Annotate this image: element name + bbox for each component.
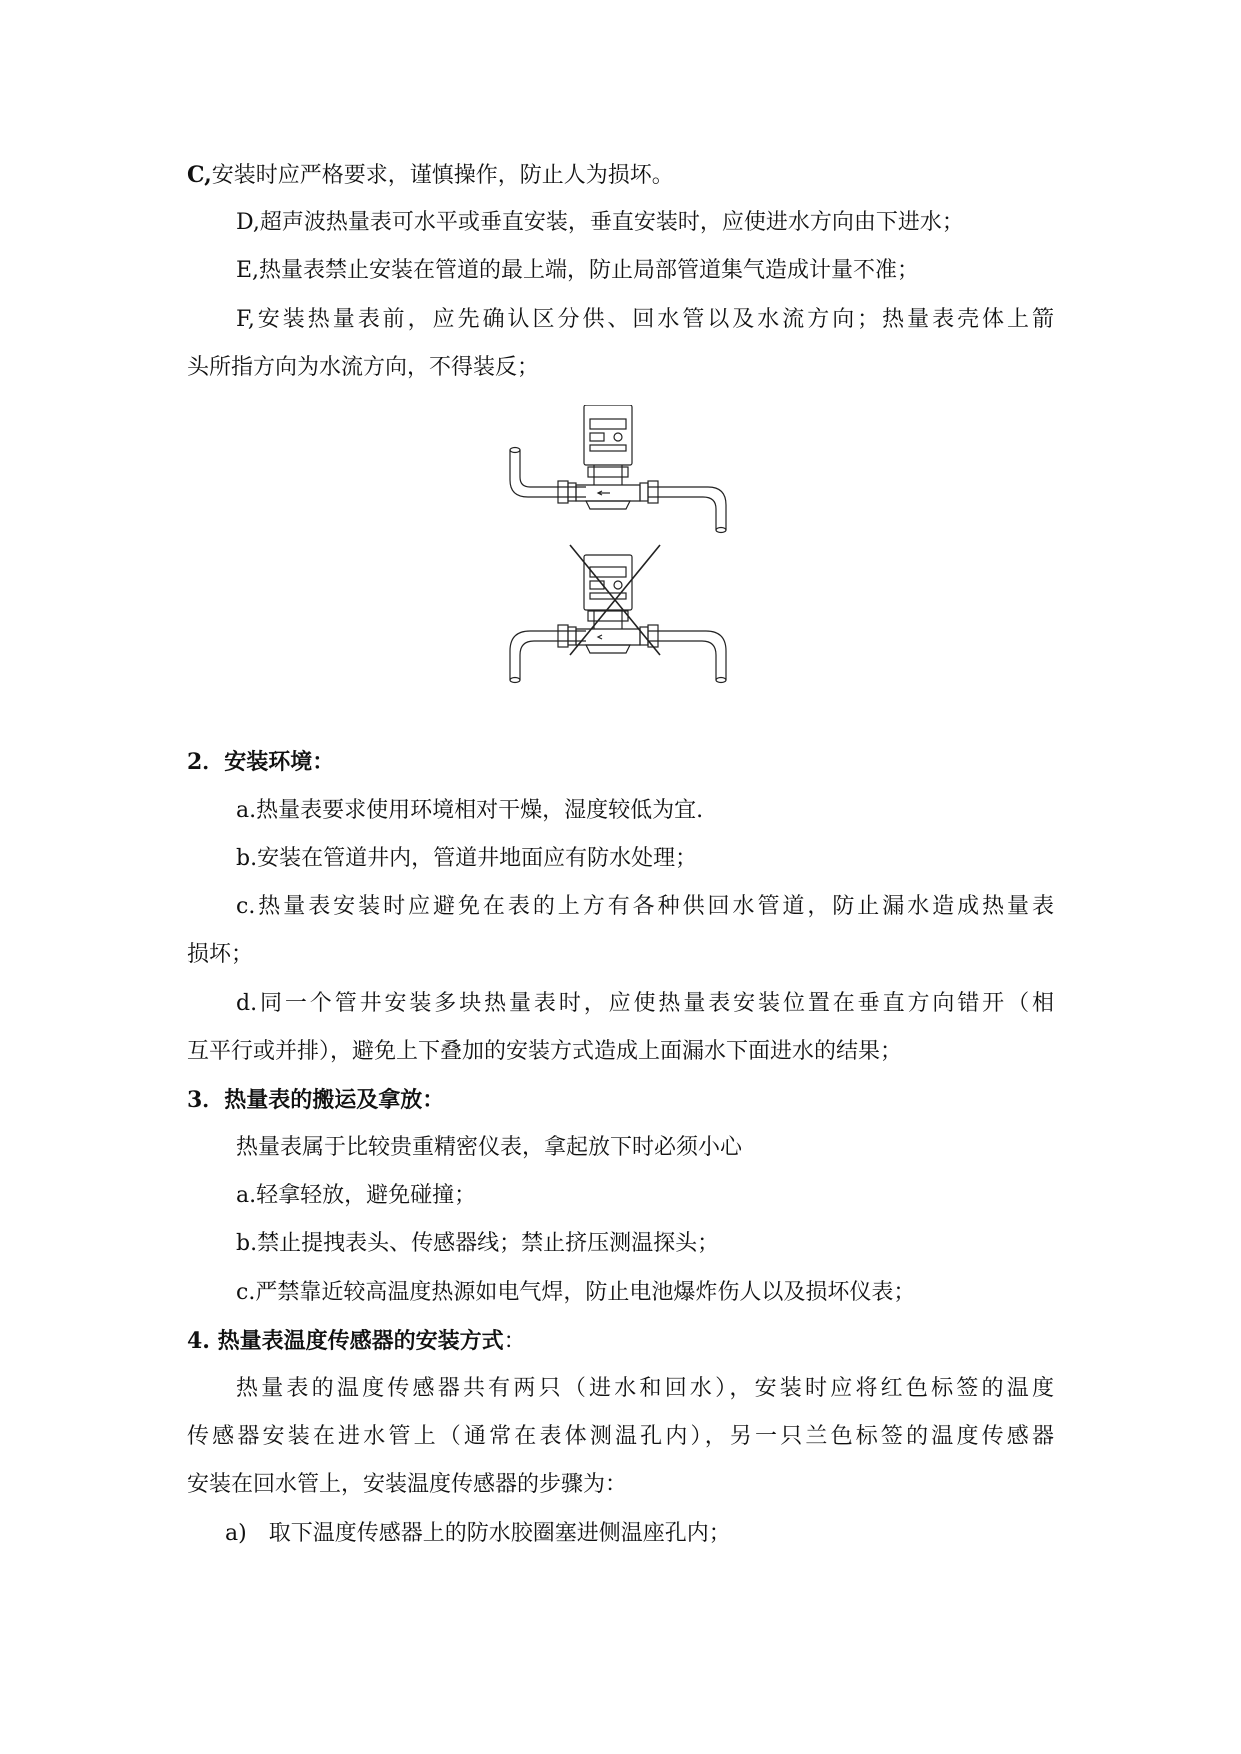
section2-item-d-line1: d.同一个管井安装多块热量表时，应使热量表安装位置在垂直方向错开（相: [236, 991, 1054, 1016]
correct-install-figure: [510, 405, 726, 533]
incorrect-install-figure: [510, 555, 726, 683]
section2-item-d-line2: 互平行或并排），避免上下叠加的安装方式造成上面漏水下面进水的结果；: [187, 1039, 903, 1064]
item-d: D,超声波热量表可水平或垂直安装，垂直安装时，应使进水方向由下进水；: [236, 210, 964, 235]
item-c-text: 安装时应严格要求，谨慎操作，防止人为损坏。: [211, 163, 674, 188]
installation-diagram: [498, 405, 738, 685]
item-f-line2: 头所指方向为水流方向，不得装反；: [187, 355, 540, 380]
section4-step-a: [225, 1518, 731, 1550]
section2-item-c-line2: 损坏；: [187, 942, 254, 967]
section2-item-a: a.热量表要求使用环境相对干燥，湿度较低为宜.: [236, 798, 704, 823]
section4-step-a-marker: a): [225, 1521, 247, 1546]
section3-item-b: b.禁止提拽表头、传感器线；禁止挤压测温探头；: [236, 1231, 720, 1256]
section2-item-b: b.安装在管道井内，管道井地面应有防水处理；: [236, 846, 698, 871]
section4-heading: [187, 1325, 526, 1358]
item-c: [187, 159, 674, 192]
section3-heading: 3．热量表的搬运及拿放：: [187, 1087, 445, 1113]
item-f-line1: F,安装热量表前，应先确认区分供、回水管以及水流方向；热量表壳体上箭: [236, 307, 1054, 332]
item-e: E,热量表禁止安装在管道的最上端，防止局部管道集气造成计量不准；: [236, 258, 920, 283]
section2-heading: 2．安装环境：: [187, 749, 335, 775]
section4-paragraph-line3: 安装在回水管上，安装温度传感器的步骤为：: [187, 1472, 628, 1497]
section4-heading-colon: ：: [503, 1329, 526, 1354]
section3-item-a: a.轻拿轻放，避免碰撞；: [236, 1183, 477, 1208]
section3-item-c: c.严禁靠近较高温度热源如电气焊，防止电池爆炸伤人以及损坏仪表；: [236, 1280, 916, 1305]
section4-paragraph-line1: 热量表的温度传感器共有两只（进水和回水），安装时应将红色标签的温度: [236, 1376, 1054, 1401]
section2-item-c-line1: c.热量表安装时应避免在表的上方有各种供回水管道，防止漏水造成热量表: [236, 894, 1054, 919]
item-c-prefix: C,: [187, 162, 212, 188]
section4-step-a-text: 取下温度传感器上的防水胶圈塞进侧温座孔内；: [268, 1521, 731, 1546]
section4-paragraph-line2: 传感器安装在进水管上（通常在表体测温孔内），另一只兰色标签的温度传感器: [187, 1424, 1054, 1449]
section4-heading-text: 4. 热量表温度传感器的安装方式: [187, 1328, 504, 1354]
section3-intro: 热量表属于比较贵重精密仪表，拿起放下时必须小心: [236, 1135, 743, 1160]
